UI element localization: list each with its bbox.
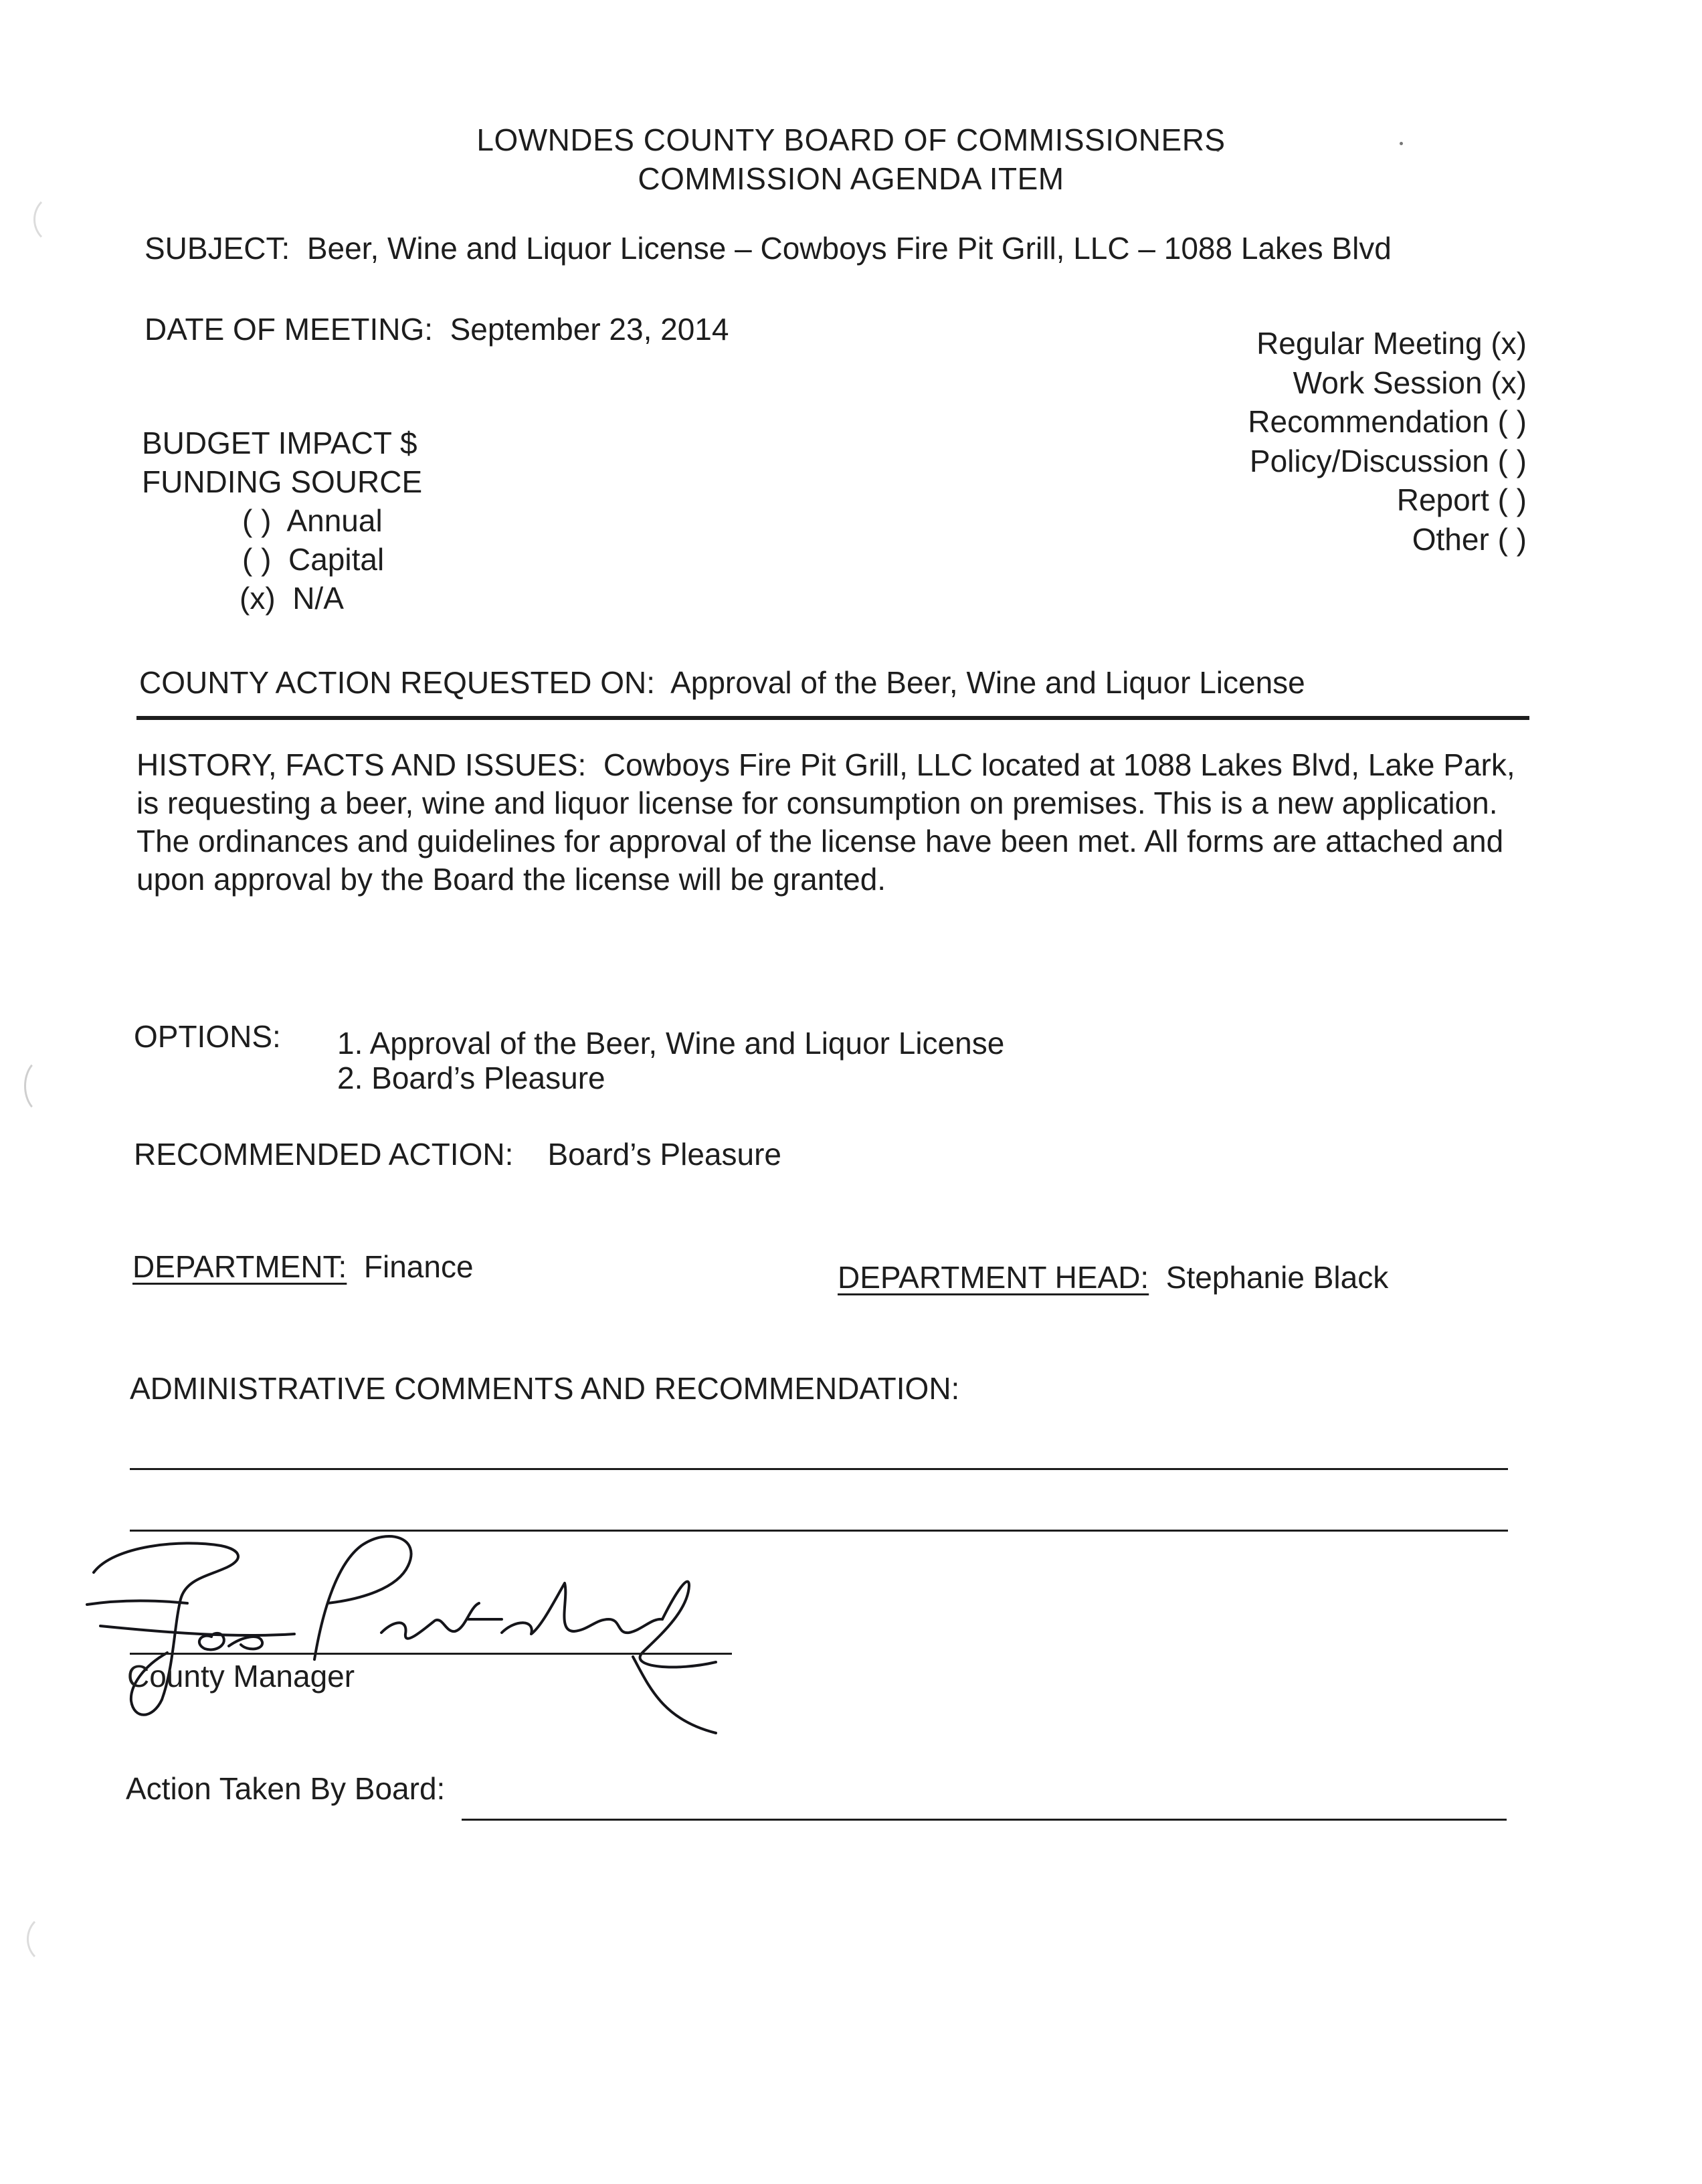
funding-option-capital (242, 541, 384, 578)
meeting-type-work-session: Work Session (x) (1293, 365, 1527, 400)
history-label: HISTORY, FACTS AND ISSUES: (136, 747, 587, 782)
board-action-line (462, 1819, 1507, 1821)
county-action-label: COUNTY ACTION REQUESTED ON: (139, 665, 656, 700)
section-divider (136, 716, 1529, 720)
meeting-type-other: Other ( ) (1412, 521, 1527, 557)
subject-line (145, 230, 1392, 267)
department-head-label: DEPARTMENT HEAD: (838, 1260, 1149, 1295)
history-paragraph (136, 746, 1528, 899)
options-label: OPTIONS: (134, 1019, 281, 1054)
funding-option-na (240, 580, 344, 617)
punch-hole-mark (33, 194, 82, 245)
funding-option-label: Annual (286, 503, 383, 538)
signature-title: County Manager (127, 1659, 355, 1694)
punch-hole-mark (27, 1914, 76, 1965)
punch-hole-mark (24, 1057, 66, 1115)
recommended-action-label: RECOMMENDED ACTION: (134, 1137, 514, 1172)
county-manager-signature (74, 1519, 743, 1740)
budget-impact-label: BUDGET IMPACT $ (142, 426, 417, 460)
meeting-type-list (1248, 324, 1527, 559)
department-value: Finance (363, 1249, 474, 1284)
subject-label: SUBJECT: (145, 231, 290, 266)
county-action-value: Approval of the Beer, Wine and Liquor License (670, 665, 1305, 700)
funding-option-label: Capital (288, 542, 385, 577)
meeting-type-policy: Policy/Discussion ( ) (1249, 443, 1527, 478)
recommended-action-line (134, 1136, 781, 1173)
county-action-line (139, 664, 1305, 701)
option-item-1: 1. Approval of the Beer, Wine and Liquor License (337, 1026, 1005, 1061)
agenda-item-heading: COMMISSION AGENDA ITEM (638, 161, 1064, 196)
department-head-value: Stephanie Black (1165, 1260, 1389, 1295)
recommended-action-value: Board’s Pleasure (547, 1137, 781, 1172)
funding-option-mark: ( ) (242, 542, 272, 577)
subject-value: Beer, Wine and Liquor License – Cowboys Fire Pit Grill, LLC – 1088 Lakes Blvd (306, 231, 1392, 266)
meeting-date-value: September 23, 2014 (450, 312, 729, 347)
meeting-date-line (145, 311, 729, 348)
signature-line (130, 1653, 732, 1655)
funding-option-mark: ( ) (242, 503, 272, 538)
department-head-line (838, 1259, 1388, 1296)
meeting-type-regular: Regular Meeting (x) (1256, 326, 1527, 361)
board-name-heading: LOWNDES COUNTY BOARD OF COMMISSIONERS (476, 122, 1226, 157)
option-item-2: 2. Board’s Pleasure (337, 1061, 605, 1095)
funding-option-mark: (x) (240, 581, 276, 616)
funding-option-annual (242, 503, 383, 539)
meeting-type-report: Report ( ) (1396, 482, 1527, 517)
funding-source-label: FUNDING SOURCE (142, 464, 423, 499)
department-label: DEPARTMENT: (132, 1249, 347, 1284)
admin-comments-label: ADMINISTRATIVE COMMENTS AND RECOMMENDATION: (130, 1371, 960, 1406)
history-text: Cowboys Fire Pit Grill, LLC located at 1088 Lakes Blvd, Lake Park, is requesting a beer, wine and liquor license for consumption on premises. This is a new application. The ordinances and guidelines for approval of the license have been met. All forms are attached and upon approval by the Board the license will be granted. (136, 747, 1515, 897)
meeting-date-label: DATE OF MEETING: (145, 312, 434, 347)
board-action-label: Action Taken By Board: (126, 1771, 446, 1806)
department-line (132, 1249, 474, 1285)
admin-comments-line-1 (130, 1468, 1508, 1470)
funding-option-label: N/A (292, 581, 344, 616)
meeting-type-recommendation: Recommendation ( ) (1248, 404, 1527, 439)
